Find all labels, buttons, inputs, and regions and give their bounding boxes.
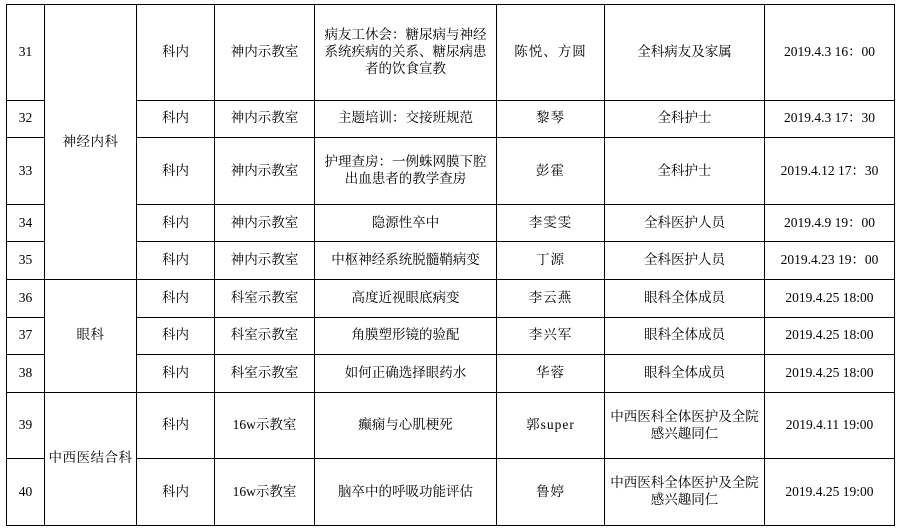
row-number: 36 <box>7 279 45 317</box>
room-cell: 神内示教室 <box>215 242 315 280</box>
table-row <box>7 392 895 459</box>
table-row <box>7 242 895 280</box>
row-number: 35 <box>7 242 45 280</box>
row-number: 31 <box>7 5 45 101</box>
room-cell: 神内示教室 <box>215 204 315 242</box>
time-cell: 2019.4.25 19:00 <box>765 459 895 526</box>
row-number: 32 <box>7 100 45 138</box>
training-schedule-table <box>6 4 895 526</box>
audience-cell: 眼科全体成员 <box>605 317 765 355</box>
audience-cell: 全科护士 <box>605 138 765 205</box>
speaker-cell: 黎琴 <box>497 100 605 138</box>
topic-cell: 角膜塑形镜的验配 <box>315 317 497 355</box>
speaker-cell: 李雯雯 <box>497 204 605 242</box>
room-cell: 神内示教室 <box>215 138 315 205</box>
topic-cell: 中枢神经系统脱髓鞘病变 <box>315 242 497 280</box>
speaker-cell: 李云燕 <box>497 279 605 317</box>
department-cell: 神经内科 <box>45 5 137 280</box>
type-cell: 科内 <box>137 100 215 138</box>
row-number: 34 <box>7 204 45 242</box>
speaker-cell: 鲁婷 <box>497 459 605 526</box>
speaker-cell: 陈悦、方圆 <box>497 5 605 101</box>
row-number: 39 <box>7 392 45 459</box>
audience-cell: 中西医科全体医护及全院感兴趣同仁 <box>605 459 765 526</box>
time-cell: 2019.4.23 19：00 <box>765 242 895 280</box>
audience-cell: 全科医护人员 <box>605 204 765 242</box>
topic-cell: 脑卒中的呼吸功能评估 <box>315 459 497 526</box>
speaker-cell: 郭super <box>497 392 605 459</box>
room-cell: 科室示教室 <box>215 355 315 393</box>
type-cell: 科内 <box>137 5 215 101</box>
room-cell: 科室示教室 <box>215 279 315 317</box>
speaker-cell: 彭霍 <box>497 138 605 205</box>
audience-cell: 中西医科全体医护及全院感兴趣同仁 <box>605 392 765 459</box>
row-number: 40 <box>7 459 45 526</box>
audience-cell: 眼科全体成员 <box>605 279 765 317</box>
table-row <box>7 279 895 317</box>
type-cell: 科内 <box>137 204 215 242</box>
room-cell: 16w示教室 <box>215 392 315 459</box>
type-cell: 科内 <box>137 459 215 526</box>
department-cell: 中西医结合科 <box>45 392 137 525</box>
table-row <box>7 355 895 393</box>
topic-cell: 病友工休会：糖尿病与神经系统疾病的关系、糖尿病患者的饮食宣教 <box>315 5 497 101</box>
type-cell: 科内 <box>137 355 215 393</box>
speaker-cell: 华蓉 <box>497 355 605 393</box>
time-cell: 2019.4.3 17：30 <box>765 100 895 138</box>
audience-cell: 全科医护人员 <box>605 242 765 280</box>
time-cell: 2019.4.25 18:00 <box>765 355 895 393</box>
type-cell: 科内 <box>137 242 215 280</box>
time-cell: 2019.4.12 17：30 <box>765 138 895 205</box>
type-cell: 科内 <box>137 317 215 355</box>
topic-cell: 隐源性卒中 <box>315 204 497 242</box>
time-cell: 2019.4.11 19:00 <box>765 392 895 459</box>
table-row <box>7 138 895 205</box>
speaker-cell: 丁源 <box>497 242 605 280</box>
time-cell: 2019.4.25 18:00 <box>765 317 895 355</box>
room-cell: 神内示教室 <box>215 5 315 101</box>
room-cell: 神内示教室 <box>215 100 315 138</box>
table-row <box>7 100 895 138</box>
type-cell: 科内 <box>137 138 215 205</box>
type-cell: 科内 <box>137 279 215 317</box>
speaker-cell: 李兴军 <box>497 317 605 355</box>
table-row <box>7 204 895 242</box>
audience-cell: 全科护士 <box>605 100 765 138</box>
row-number: 37 <box>7 317 45 355</box>
time-cell: 2019.4.9 19：00 <box>765 204 895 242</box>
topic-cell: 如何正确选择眼药水 <box>315 355 497 393</box>
topic-cell: 癫痫与心肌梗死 <box>315 392 497 459</box>
time-cell: 2019.4.25 18:00 <box>765 279 895 317</box>
row-number: 38 <box>7 355 45 393</box>
audience-cell: 眼科全体成员 <box>605 355 765 393</box>
type-cell: 科内 <box>137 392 215 459</box>
department-cell: 眼科 <box>45 279 137 392</box>
room-cell: 16w示教室 <box>215 459 315 526</box>
row-number: 33 <box>7 138 45 205</box>
room-cell: 科室示教室 <box>215 317 315 355</box>
table-row <box>7 459 895 526</box>
topic-cell: 主题培训：交接班规范 <box>315 100 497 138</box>
table-body <box>7 5 895 526</box>
topic-cell: 高度近视眼底病变 <box>315 279 497 317</box>
topic-cell: 护理查房：一例蛛网膜下腔出血患者的教学查房 <box>315 138 497 205</box>
table-row <box>7 317 895 355</box>
time-cell: 2019.4.3 16：00 <box>765 5 895 101</box>
table-row <box>7 5 895 101</box>
audience-cell: 全科病友及家属 <box>605 5 765 101</box>
